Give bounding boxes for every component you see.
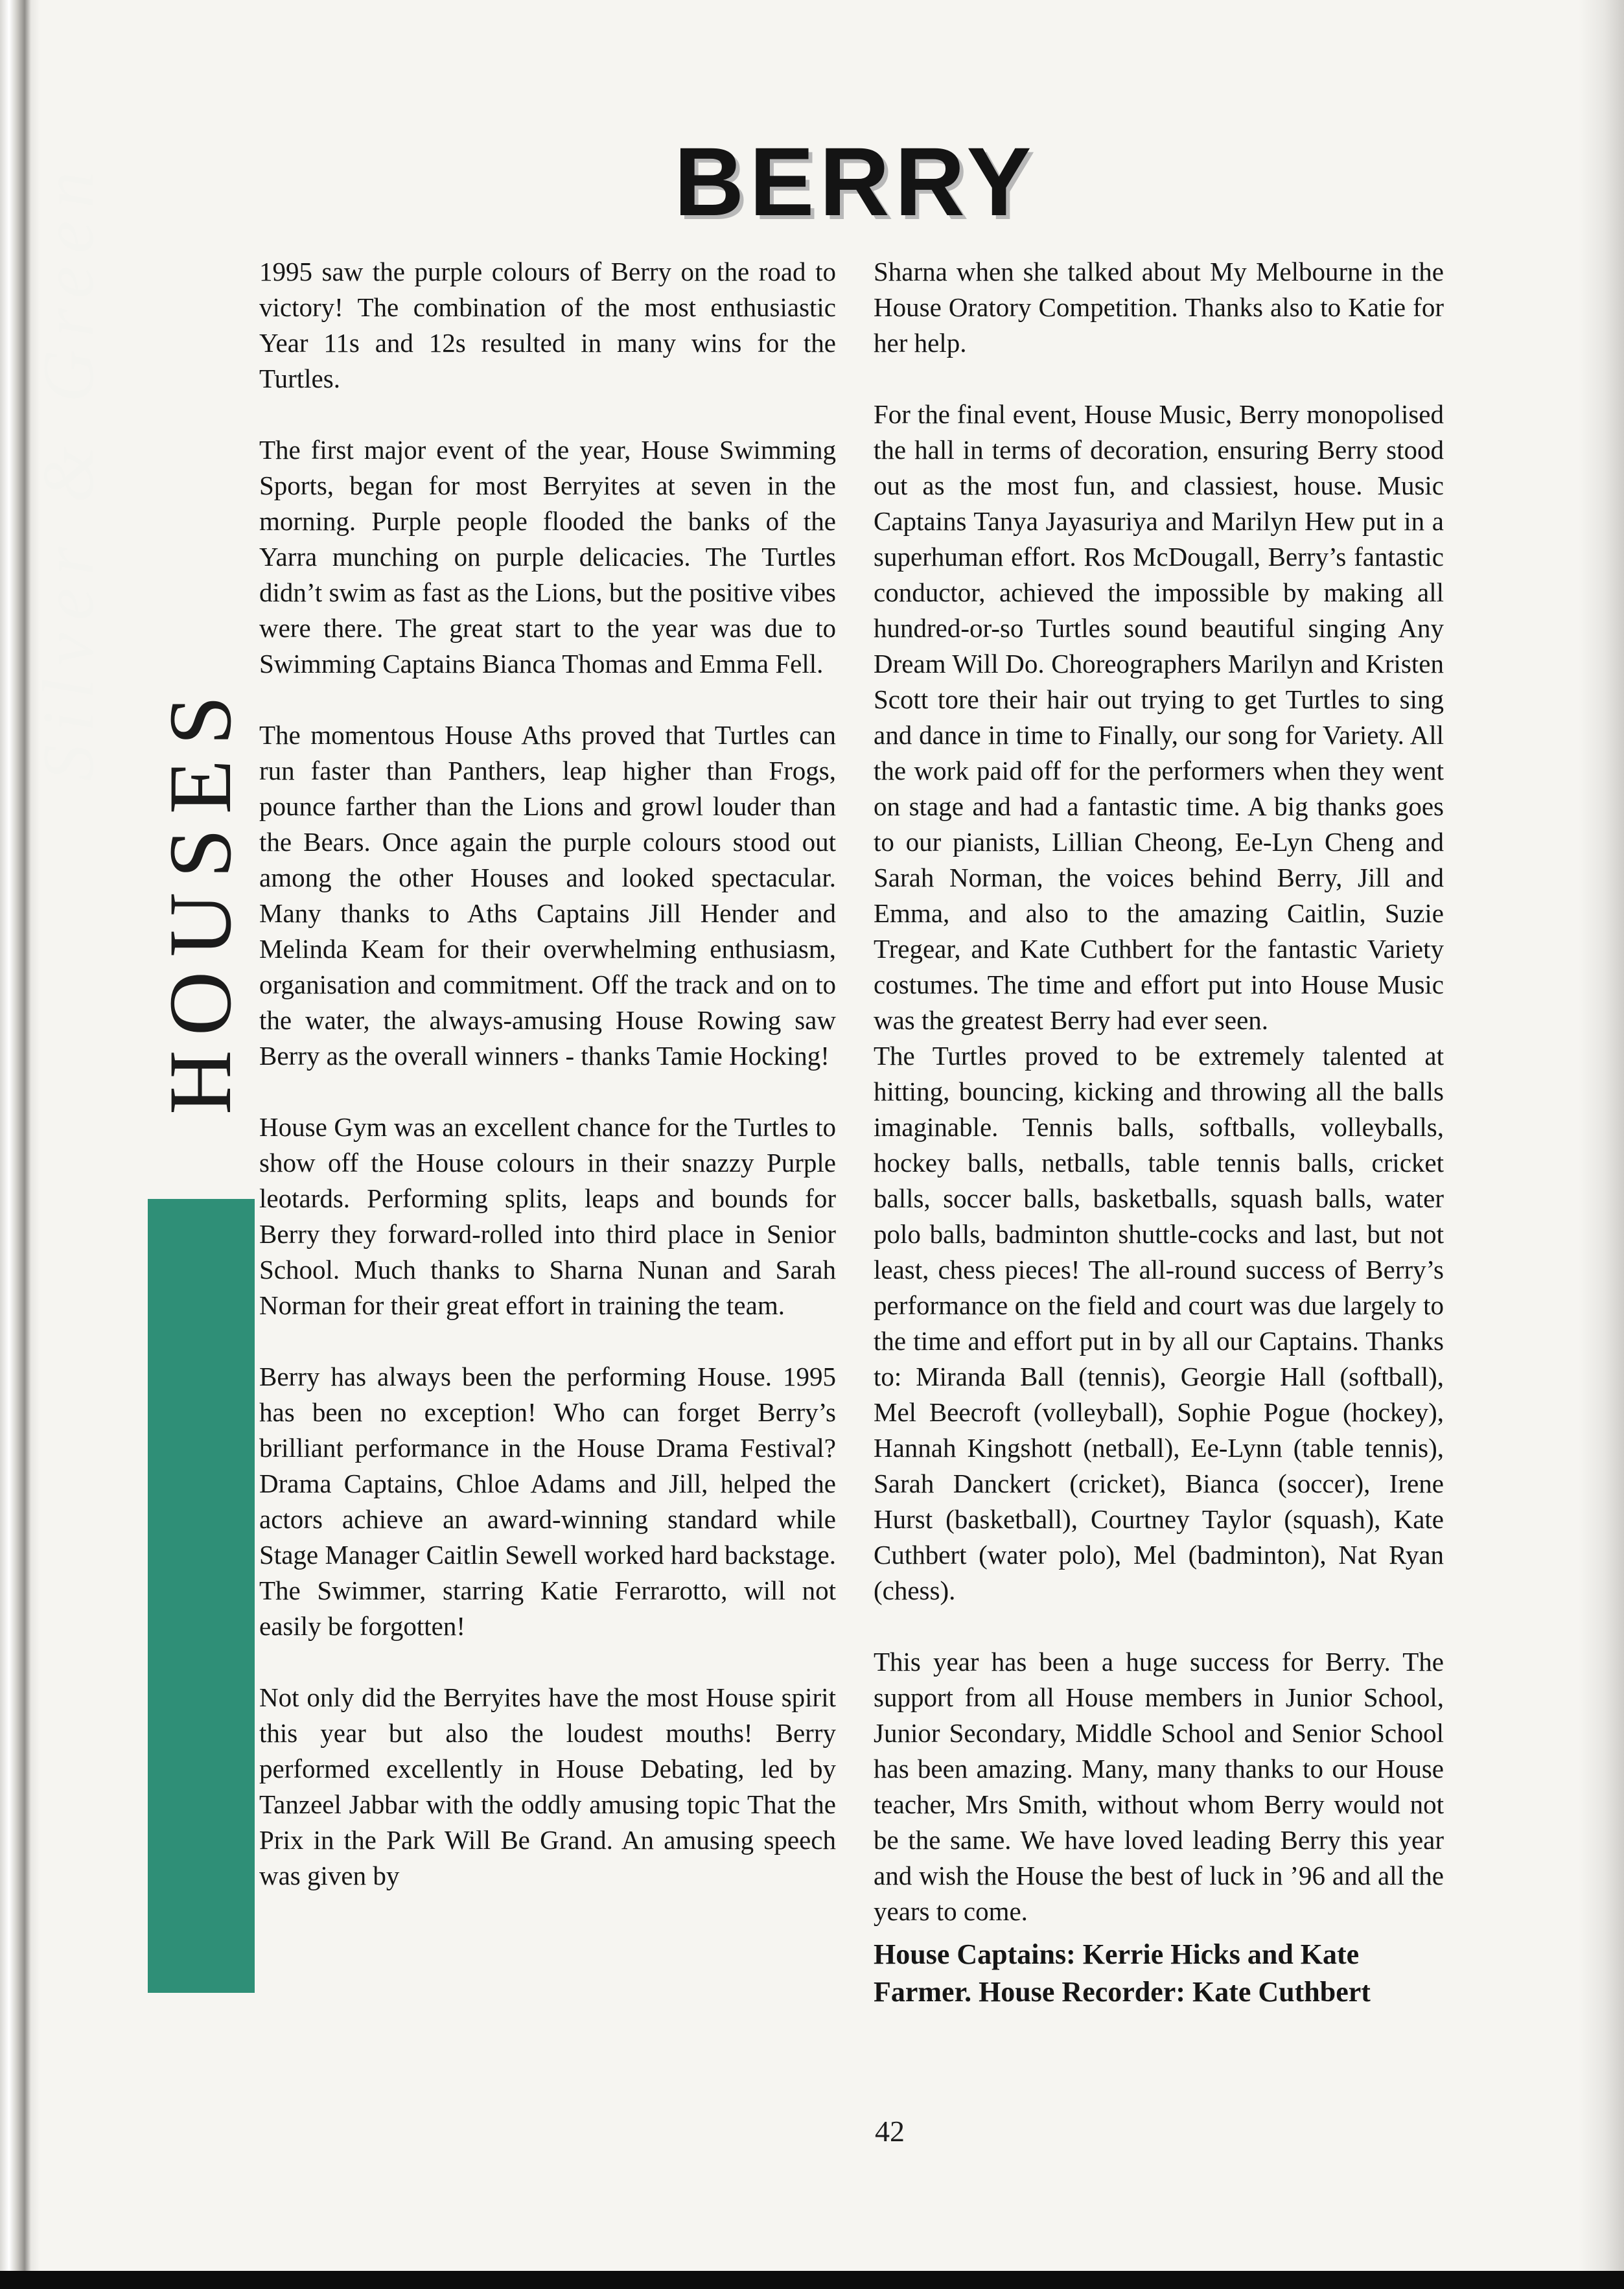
scan-bottom-edge bbox=[0, 2271, 1624, 2289]
paragraph-music: For the final event, House Music, Berry monopolised the hall in terms of decoration, ensuring Berry stood out as the most fun, and classiest, house. Music Captains Tanya Jayasuriya and Marilyn Hew put in a superhuman effort. Ros McDougall, Berry’s fantastic conductor, achieved the impossible by making all hundred-or-so Turtles sound beautiful singing Any Dream Will Do. Choreographers Marilyn and Kristen Scott tore their hair out trying to get Turtles to sing and dance in time to Finally, our song for Variety. All the work paid off for the performers when they went on stage and had a fantastic time. A big thanks goes to our pianists, Lillian Cheong, Ee-Lyn Cheng and Sarah Norman, the voices behind Berry, Jill and Emma, and also to the amazing Caitlin, Suzie Tregear, and Kate Cuthbert for the fantastic Variety costumes. The time and effort put into House Music was the greatest Berry had ever seen. bbox=[874, 399, 1444, 1035]
paragraph-drama: Berry has always been the performing House. 1995 has been no exception! Who can forget Berry’s brilliant performance in the House Drama Festival? Drama Captains, Chloe Adams and Jill, helped the actors achieve an award-winning standard while Stage Manager Caitlin Sewell worked hard backstage. The Swimmer, starring Katie Ferrarotto, will not easily be forgotten! bbox=[259, 1362, 836, 1641]
right-column bbox=[874, 254, 1444, 2011]
paragraph-debating: Not only did the Berryites have the most House spirit this year but also the loudest mouths! Berry performed excellently in House Debating, led by Tanzeel Jabbar with the oddly amusing topic That the Prix in the Park Will Be Grand. An amusing speech was given by bbox=[259, 1682, 836, 1890]
house-colours-label: Silver & Green bbox=[29, 158, 109, 781]
paragraph-oratory: Sharna when she talked about My Melbourne in the House Oratory Competition. Thanks also to Katie for her help. bbox=[874, 257, 1444, 358]
paragraph-swimming: The first major event of the year, House Swimming Sports, began for most Berryites at seven in the morning. Purple people flooded the banks of the Yarra munching on purple delicacies. The Turtles didn’t swim as fast as the Lions, but the positive vibes were there. The great start to the year was due to Swimming Captains Bianca Thomas and Emma Fell. bbox=[259, 435, 836, 679]
captains-signoff: House Captains: Kerrie Hicks and Kate Farmer. House Recorder: Kate Cuthbert bbox=[874, 1938, 1371, 2008]
left-column bbox=[259, 254, 836, 1894]
paragraph-athletics: The momentous House Aths proved that Turtles can run faster than Panthers, leap higher than Frogs, pounce farther than the Lions and growl louder than the Bears. Once again the purple colours stood out among the other Houses and looked spectacular. Many thanks to Aths Captains Jill Hender and Melinda Keam for their overwhelming enthusiasm, organisation and commitment. Off the track and on to the water, the always-amusing House Rowing saw Berry as the overall winners - thanks Tamie Hocking! bbox=[259, 720, 836, 1071]
paragraph-intro: 1995 saw the purple colours of Berry on the road to victory! The combination of the most enthusiastic Year 11s and 12s resulted in many wins for the Turtles. bbox=[259, 257, 836, 393]
page-edge-shadow bbox=[1579, 0, 1624, 2289]
page-title: BERRY bbox=[674, 127, 1037, 236]
paragraph-gym: House Gym was an excellent chance for the Turtles to show off the House colours in their snazzy Purple leotards. Performing splits, leaps and bounds for Berry they forward-rolled into third place in Senior School. Much thanks to Sharna Nunan and Sarah Norman for their great effort in training the team. bbox=[259, 1112, 836, 1320]
paragraph-sports: The Turtles proved to be extremely talented at hitting, bouncing, kicking and throwing all the balls imaginable. Tennis balls, softballs, volleyballs, hockey balls, netballs, table tennis balls, cricket balls, soccer balls, basketballs, squash balls, water polo balls, badminton shuttle-cocks and last, but not least, chess pieces! The all-round success of Berry’s performance on the field and court was due largely to the time and effort put in by all our Captains. Thanks to: Miranda Ball (tennis), Georgie Hall (softball), Mel Beecroft (volleyball), Sophie Pogue (hockey), Hannah Kingshott (netball), Ee-Lynn (table tennis), Sarah Danckert (cricket), Bianca (soccer), Irene Hurst (basketball), Courtney Taylor (squash), Kate Cuthbert (water polo), Mel (badminton), Nat Ryan (chess). bbox=[874, 1041, 1444, 1605]
page-number: 42 bbox=[875, 2115, 905, 2148]
paragraph-closing: This year has been a huge success for Berry. The support from all House members in Junior School, Junior Secondary, Middle School and Senior School has been amazing. Many, many thanks to our House teacher, Mrs Smith, without whom Berry would not be the same. We have loved leading Berry this year and wish the House the best of luck in ’96 and all the years to come. bbox=[874, 1647, 1444, 1926]
color-band bbox=[148, 1199, 255, 1993]
side-heading: HOUSES bbox=[150, 681, 249, 1115]
